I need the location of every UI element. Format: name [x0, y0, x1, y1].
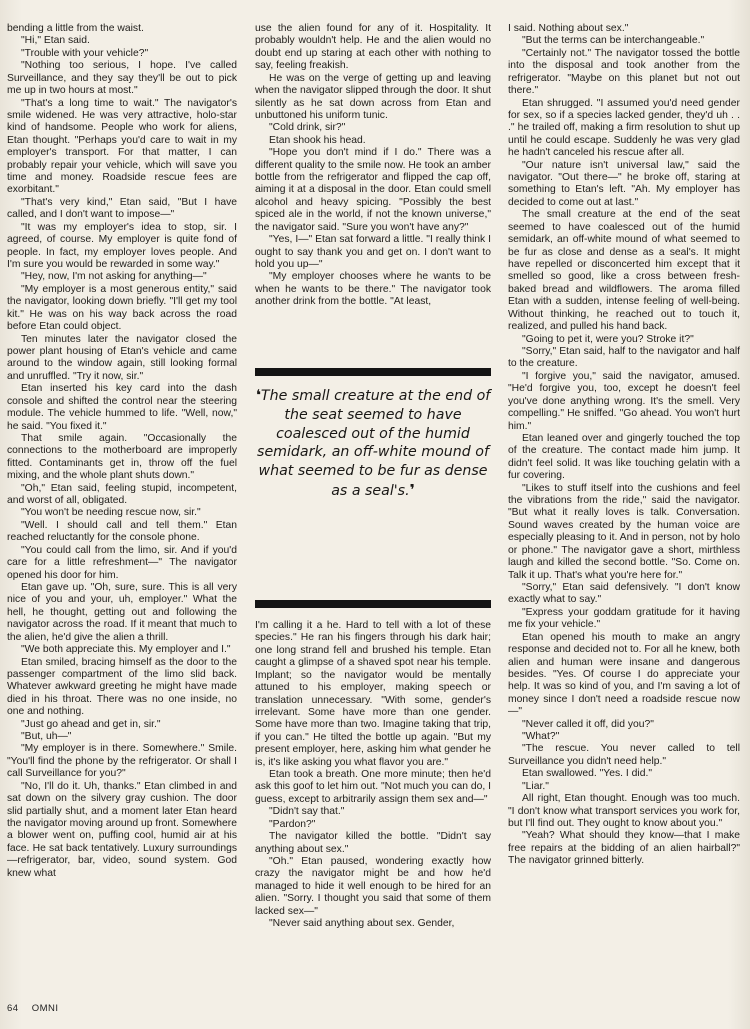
paragraph: "But, uh—": [21, 731, 72, 743]
paragraph: "But the terms can be interchangeable.": [522, 35, 705, 47]
paragraph: "Sorry," Etan said defensively. "I don't know exactly what to say.": [508, 581, 740, 606]
paragraph: "Never said anything about sex. Gender,: [269, 918, 455, 930]
text-column-left: [7, 23, 237, 880]
paragraph: "Yes, I—" Etan sat forward a little. "I really think I ought to say thank you and get on. I don't want to hold you up—": [255, 234, 491, 271]
pull-quote: [255, 386, 491, 586]
pull-quote-close-mark: ❜: [409, 480, 415, 499]
paragraph: "Liar.": [522, 780, 549, 792]
paragraph: "That's very kind," Etan said, "But I have called, and I don't want to impose—": [7, 196, 237, 221]
paragraph: Etan gave up. "Oh, sure, sure. This is all very nice of you and your, uh, employer." What the hell, he thought, getting out and following the navigator across the road. If it meant that much to the alien, he'd give the alien a thrill.: [7, 581, 237, 643]
text-column-middle-top: [255, 23, 491, 309]
paragraph: "Trouble with your vehicle?": [21, 47, 149, 59]
paragraph: The small creature at the end of the seat seemed to have coalesced out of the humid semidark, an off-white mound of what seemed to be fur as close and dense as a seal's. It might have repelled or disconcerted him except that it smelled so good, like a cross between fresh-baked bread and wildflowers. The aroma filled Etan with a sudden, intense feeling of well-being. Without thinking, he reached out to touch it, realized, and pulled his hand back.: [508, 209, 740, 333]
paragraph: "Didn't say that.": [269, 806, 345, 818]
paragraph: "Just go ahead and get in, sir.": [21, 718, 161, 730]
paragraph: Ten minutes later the navigator closed the power plant housing of Etan's vehicle and came around to the window again, still looking formal and unruffled. "Try it now, sir.": [7, 333, 237, 382]
paragraph: "Hi," Etan said.: [21, 35, 90, 47]
paragraph: "Cold drink, sir?": [269, 122, 346, 134]
paragraph: "I forgive you," said the navigator, amused. "He'd forgive you, too, except he doesn't feel you've done anything wrong. It's the smell. Very compelling." He sniffed. "Go ahead. You won't hurt him.": [508, 370, 740, 432]
paragraph: "Never called it off, did you?": [522, 718, 654, 730]
pull-quote-rule-bottom: [255, 600, 491, 608]
folio: [7, 1003, 69, 1014]
paragraph: That smile again. "Occasionally the connections to the motherboard are improperly fitted. Contaminants get in, throw off the fuel mixing, and the whole plant shuts down.": [7, 432, 237, 482]
paragraph: bending a little from the waist.: [7, 23, 144, 34]
paragraph: "You could call from the limo, sir. And if you'd care for a little refreshment—" The navigator opened his door for him.: [7, 544, 237, 581]
paragraph: "Hope you don't mind if I do." There was a different quality to the smile now. He took an amber bottle from the refrigerator and flipped the cap off, aiming it at a disposal in the door. Etan could smell alcohol and heavy spicing. "Possibly the best spiced ale in the world, if not the known universe," the navigator said. "Sure you won't have any?": [255, 147, 491, 233]
paragraph: Etan swallowed. "Yes. I did.": [522, 768, 653, 780]
paragraph: Etan leaned over and gingerly touched the top of the creature. The contact made him jump. It didn't feel solid. It was like touching gelatin with a fur covering.: [508, 432, 740, 482]
paragraph: He was on the verge of getting up and leaving when the navigator slipped through the door. It shut silently as he sat down across from Etan and unbuttoned his uniform tunic.: [255, 72, 491, 121]
paragraph: use the alien found for any of it. Hospitality. It probably wouldn't help. He and the alien would no doubt end up staring at each other with nothing to say, feeling freakish.: [255, 23, 491, 72]
paragraph: "Certainly not." The navigator tossed the bottle into the disposal and took another from the refrigerator. "Maybe on this planet but not out there.": [508, 47, 740, 97]
paragraph: "My employer is a most generous entity," said the navigator, looking down briefly. "I'll get my tool kit." He was on his way back across the road before Etan could object.: [7, 283, 237, 333]
paragraph: "Hey, now, I'm not asking for anything—": [21, 271, 207, 283]
paragraph: I'm calling it a he. Hard to tell with a lot of these species." He ran his fingers through his dark hair; one long strand fell and brushed his temple. Etan caught a glimpse of a shaved spot near his temple. Implant; so the navigator would be mentally attuned to his employer, making speech or translation unnecessary. "With some, gender's irrelevant. Some have more than one gender. Some have more than two. Imagine taking that trip, if you can." He tilted the bottle up again. "But my present employer, here, asking him what gender he is, it's like asking you what flavor you are.": [255, 620, 491, 768]
paragraph: "My employer is in there. Somewhere." Smile. "You'll find the phone by the refrigerator. Or shall I call Surveillance for you?": [7, 743, 237, 780]
paragraph: "Sorry," Etan said, half to the navigator and half to the creature.: [508, 345, 740, 370]
pull-quote-rule-top: [255, 368, 491, 376]
paragraph: Etan shrugged. "I assumed you'd need gender for sex, so if a species lacked gender, they'd uh . . ." he trailed off, making a firm resolution to shut up until he could escape. Suddenly he was very glad he hadn't canceled his rescue after all.: [508, 97, 740, 159]
paragraph: "We both appreciate this. My employer and I.": [21, 644, 231, 656]
paragraph: The navigator killed the bottle. "Didn't say anything about sex.": [255, 831, 491, 855]
paragraph: "No, I'll do it. Uh, thanks." Etan climbed in and sat down on the silvery gray cushion. The door slid partially shut, and a moment later Etan heard the navigator moving around up front. Somewhere a blower went on, puffing cool, humid air at his face. He sat back tentatively. Luxury surroundings—refrigerator, bar, video, sound system. God knew what: [7, 780, 237, 879]
paragraph: "My employer chooses where he wants to be when he wants to be there." The navigator took another drink from the bottle. "At least,: [255, 271, 491, 308]
paragraph: "Express your goddam gratitude for it having me fix your vehicle.": [508, 606, 740, 631]
paragraph: Etan took a breath. One more minute; then he'd ask this goof to let him out. "Not much you can do, I guess, except to arbitrarily assign them sex and—": [255, 769, 491, 805]
paragraph: "That's a long time to wait." The navigator's smile widened. He was very attractive, holo-star kind of handsome. People who work for aliens, Etan thought. "Perhaps you'd care to wait in my employer's transport. For that matter, I can probably repair your vehicle, which will save you time and money. Roadside rescue fees are exorbitant.": [7, 97, 237, 196]
paragraph: I said. Nothing about sex.": [508, 23, 629, 34]
paragraph: Etan inserted his key card into the dash console and shifted the control near the steering module. The vehicle hummed to life. "Well, now," he said. "You fixed it.": [7, 383, 237, 432]
paragraph: "Oh." Etan paused, wondering exactly how crazy the navigator might be and how he'd managed to hide it well enough to be hired for an alien. "Sorry. I thought you said that some of them lacked sex—": [255, 856, 491, 917]
paragraph: "Likes to stuff itself into the cushions and feel the vibrations from the ride," said the navigator. "But what it really loves is talk. Conversation. Sound waves created by the human voice are especially pleasing to it. And in person, not by holo or phone." The navigator gave a short, mirthless laugh and killed the second bottle. "So. Come on. Talk it up. That's what you're here for.": [508, 482, 740, 581]
paragraph: Etan smiled, bracing himself as the door to the passenger compartment of the limo slid back. Whatever awkward greeting he might have made died in his throat. There was no one inside, no one and nothing.: [7, 656, 237, 718]
paragraph: "Well. I should call and tell them." Etan reached reluctantly for the console phone.: [7, 519, 237, 544]
paragraph: "Nothing too serious, I hope. I've called Surveillance, and they say they'll be out to pick me up in two hours at most.": [7, 60, 237, 97]
page-number: 64: [7, 1003, 19, 1014]
paragraph: "Pardon?": [269, 818, 316, 830]
pull-quote-open-mark: ❛: [255, 386, 261, 404]
paragraph: Etan opened his mouth to make an angry response and decided not to. For all he knew, both alien and human were insane and dangerous besides. "Yes. Of course I do appreciate your help. It was so kind of you, and I'm saving a lot of money since I don't need a roadside rescue now—": [508, 631, 740, 718]
paragraph: "You won't be needing rescue now, sir.": [21, 507, 201, 519]
paragraph: Etan shook his head.: [269, 134, 366, 146]
text-column-middle-bottom: [255, 620, 491, 931]
paragraph: "Yeah? What should they know—that I make free repairs at the bidding of an alien hairball?" The navigator grinned bitterly.: [508, 830, 740, 867]
text-column-right: [508, 23, 740, 868]
paragraph: "It was my employer's idea to stop, sir. I agreed, of course. My employer is quite fond of people. In fact, my employer loves people. And I'm sure you would be rewarded in some way.": [7, 221, 237, 271]
paragraph: "Going to pet it, were you? Stroke it?": [522, 333, 694, 345]
paragraph: "The rescue. You never called to tell Surveillance you didn't need help.": [508, 743, 740, 767]
paragraph: "Our nature isn't universal law," said the navigator. "Out there—" he broke off, staring at something to Etan's left. "Ah. My employer has decided to come out at last.": [508, 159, 740, 208]
pull-quote-text: The small creature at the end of the seat seemed to have coalesced out of the humid semidark, an off-white mound of what seemed to be fur as dense as a seal's.: [257, 388, 491, 499]
paragraph: All right, Etan thought. Enough was too much. "I don't know what transport services you work for, but I'll find out. They ought to know about you.": [508, 793, 740, 829]
magazine-name: OMNI: [31, 1003, 59, 1014]
paragraph: "Oh," Etan said, feeling stupid, incompetent, and worst of all, obligated.: [7, 482, 237, 507]
paragraph: "What?": [522, 731, 560, 743]
